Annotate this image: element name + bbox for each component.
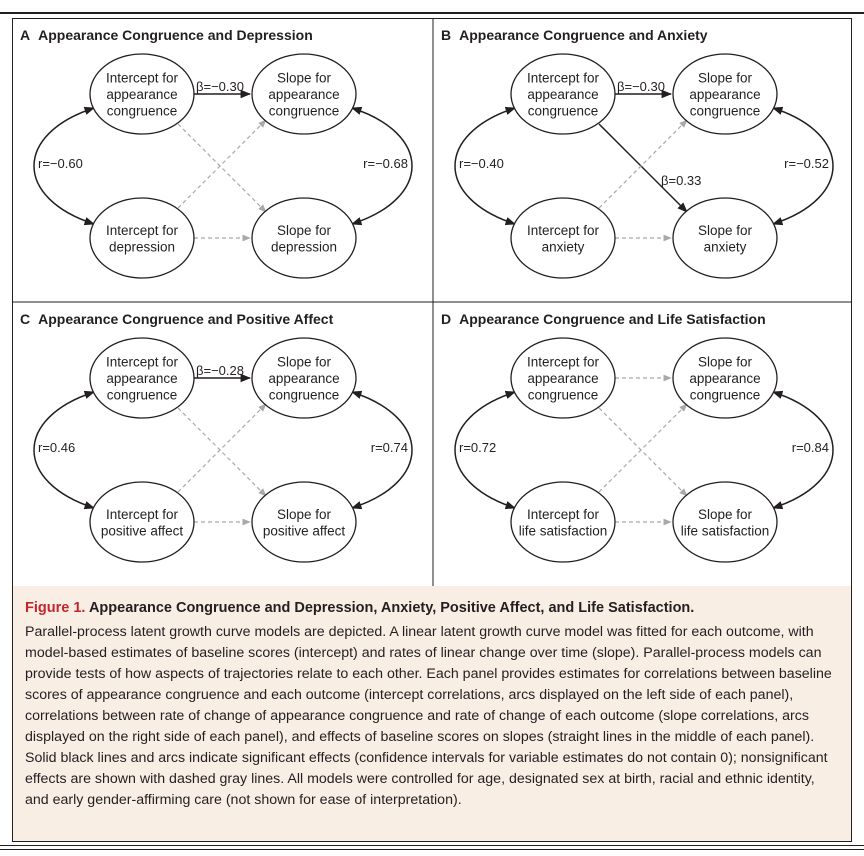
node-label-line: positive affect <box>100 523 184 539</box>
node-label-line: Intercept for <box>526 222 600 238</box>
caption-title-text: Appearance Congruence and Depression, Anxiety, Positive Affect, and Life Satisfaction. <box>88 600 695 616</box>
node-label-line: appearance <box>689 87 761 102</box>
node-label-line: appearance <box>527 87 599 102</box>
beta-top-estimate: β=−0.30 <box>196 79 244 94</box>
node-label-line: congruence <box>268 103 340 119</box>
node-label-line: congruence <box>106 103 178 119</box>
slope-correlation-value: r=0.74 <box>370 440 408 455</box>
node-ellipse <box>90 198 194 278</box>
node-label-line: appearance <box>268 371 340 386</box>
node-label-line: Intercept for <box>105 506 179 522</box>
node-label-line: congruence <box>106 387 178 403</box>
panel-title-text: Appearance Congruence and Anxiety <box>459 27 708 43</box>
intercept-correlation-value: r=−0.60 <box>38 156 83 171</box>
panel-a <box>20 27 412 278</box>
node-label-line: life satisfaction <box>518 523 608 539</box>
path-int-outcome-to-slope-ac <box>599 120 687 208</box>
node-ellipse <box>673 198 777 278</box>
panel-letter: A <box>20 27 31 43</box>
node-ellipse <box>511 482 615 562</box>
node-label-line: Slope for <box>697 506 753 522</box>
intercept-correlation-value: r=0.72 <box>459 440 497 455</box>
intercept-correlation-value: r=−0.40 <box>459 156 504 171</box>
caption-label: Figure 1. <box>25 600 86 616</box>
panel-d <box>441 311 833 562</box>
slope-outcome-node <box>673 198 777 278</box>
intercept-appearance-congruence-node <box>90 338 194 418</box>
node-label-line: Slope for <box>697 354 753 370</box>
panel-title <box>20 27 313 43</box>
panel-title-text: Appearance Congruence and Depression <box>38 27 313 43</box>
panel-title <box>441 311 766 327</box>
intercept-appearance-congruence-node <box>511 338 615 418</box>
path-int-outcome-to-slope-ac <box>599 404 687 492</box>
slope-outcome-node <box>252 198 356 278</box>
node-ellipse <box>252 198 356 278</box>
slope-appearance-congruence-node <box>252 338 356 418</box>
slope-appearance-congruence-node <box>673 54 777 134</box>
slope-outcome-node <box>252 482 356 562</box>
node-label-line: appearance <box>106 87 178 102</box>
node-label-line: Slope for <box>697 70 753 86</box>
panel-title <box>20 311 334 327</box>
slope-correlation-value: r=−0.52 <box>784 156 829 171</box>
beta-top-estimate: β=−0.28 <box>196 363 244 378</box>
node-label-line: appearance <box>268 87 340 102</box>
node-ellipse <box>673 482 777 562</box>
node-label-line: Slope for <box>276 506 332 522</box>
panel-title <box>441 27 708 43</box>
panel-letter: D <box>441 311 452 327</box>
intercept-correlation-value: r=0.46 <box>38 440 76 455</box>
node-label-line: appearance <box>106 371 178 386</box>
caption-body: Parallel-process latent growth curve models are depicted. A linear latent growth curve model was fitted for each outcome, with model-based estimates of baseline scores (intercept) and rates of linear change over time (slope). Parallel-process models can provide tests of how aspects of trajectories relate to each other. Each panel provides estimates for correlations between baseline scores of appearance congruence and each outcome (intercept correlations, arcs displayed on the left side of each panel), correlations between rate of change of appearance congruence and rate of change of each outcome (slope correlations, arcs displayed on the right side of each panel), and effects of baseline scores on slopes (straight lines in the middle of each panel). Solid black lines and arcs indicate significant effects (confidence intervals for variable estimates do not contain 0); nonsignificant effects are shown with dashed gray lines. All models were controlled for age, designated sex at birth, racial and ethnic identity, and early gender-affirming care (not shown for ease of interpretation). <box>25 624 832 808</box>
slope-correlation-value: r=0.84 <box>791 440 829 455</box>
intercept-outcome-node <box>511 198 615 278</box>
node-ellipse <box>90 482 194 562</box>
panel-title-text: Appearance Congruence and Positive Affect <box>38 311 334 327</box>
node-label-line: congruence <box>268 387 340 403</box>
slope-outcome-node <box>673 482 777 562</box>
path-int-ac-to-slope-outcome <box>599 408 687 496</box>
path-int-ac-to-slope-outcome <box>178 408 266 496</box>
node-label-line: Intercept for <box>105 222 179 238</box>
node-label-line: positive affect <box>262 523 346 539</box>
intercept-appearance-congruence-node <box>511 54 615 134</box>
node-label-line: anxiety <box>541 239 585 255</box>
node-ellipse <box>511 198 615 278</box>
slope-appearance-congruence-node <box>673 338 777 418</box>
panel-b <box>441 27 833 278</box>
node-label-line: congruence <box>689 103 761 119</box>
panel-title-text: Appearance Congruence and Life Satisfaction <box>459 311 766 327</box>
node-label-line: Intercept for <box>105 354 179 370</box>
node-label-line: Intercept for <box>526 70 600 86</box>
node-label-line: Slope for <box>276 354 332 370</box>
slope-appearance-congruence-node <box>252 54 356 134</box>
panel-letter: B <box>441 27 452 43</box>
node-label-line: depression <box>108 239 176 255</box>
node-label-line: Intercept for <box>526 354 600 370</box>
intercept-outcome-node <box>90 198 194 278</box>
bottom-rule <box>0 845 864 846</box>
node-label-line: appearance <box>527 371 599 386</box>
caption-title <box>25 598 833 618</box>
path-int-outcome-to-slope-ac <box>178 120 266 208</box>
node-label-line: life satisfaction <box>680 523 770 539</box>
intercept-appearance-congruence-node <box>90 54 194 134</box>
node-label-line: Slope for <box>276 222 332 238</box>
path-int-outcome-to-slope-ac <box>178 404 266 492</box>
panel-c <box>20 311 412 562</box>
node-label-line: Intercept for <box>105 70 179 86</box>
node-ellipse <box>252 482 356 562</box>
figure-caption <box>13 586 851 841</box>
node-label-line: Slope for <box>697 222 753 238</box>
beta-top-estimate: β=−0.30 <box>617 79 665 94</box>
beta-diagonal-estimate: β=0.33 <box>661 173 702 188</box>
node-label-line: anxiety <box>703 239 747 255</box>
node-label-line: congruence <box>527 103 599 119</box>
bottom-rule-double <box>0 849 864 850</box>
intercept-outcome-node <box>511 482 615 562</box>
node-label-line: Slope for <box>276 70 332 86</box>
node-label-line: congruence <box>527 387 599 403</box>
slope-correlation-value: r=−0.68 <box>363 156 408 171</box>
node-label-line: appearance <box>689 371 761 386</box>
node-label-line: congruence <box>689 387 761 403</box>
panel-letter: C <box>20 311 31 327</box>
node-label-line: Intercept for <box>526 506 600 522</box>
path-int-ac-to-slope-outcome <box>599 124 687 212</box>
path-int-ac-to-slope-outcome <box>178 124 266 212</box>
node-label-line: depression <box>270 239 338 255</box>
intercept-outcome-node <box>90 482 194 562</box>
